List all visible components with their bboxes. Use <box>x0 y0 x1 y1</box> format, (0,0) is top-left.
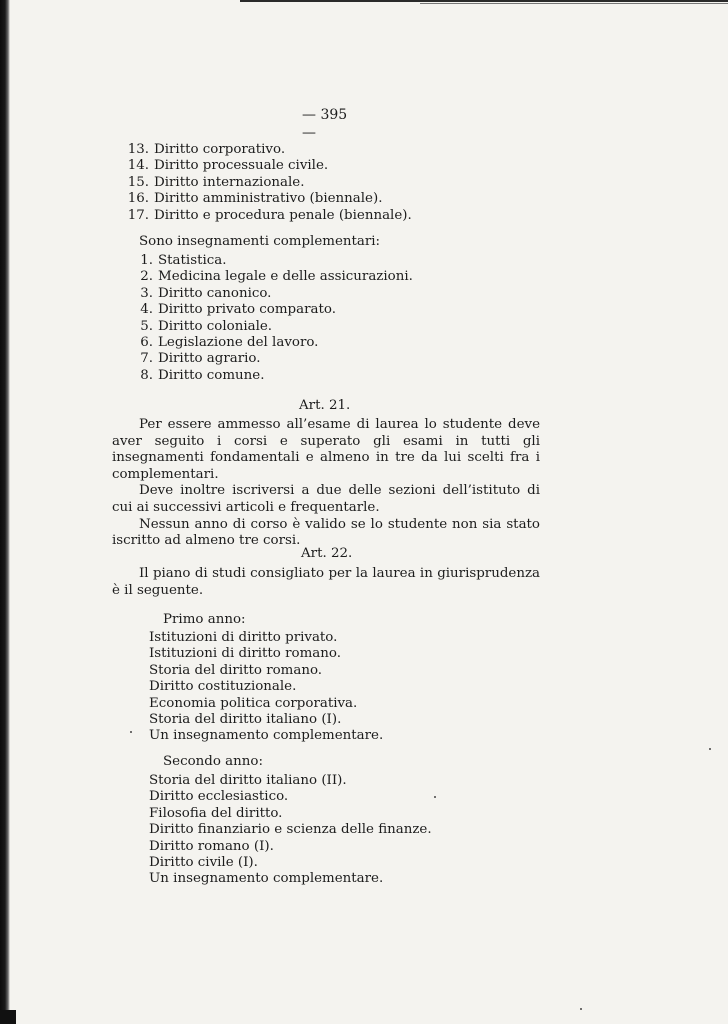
list-item: Storia del diritto italiano (I). <box>149 712 342 728</box>
list-item: 14. Diritto processuale civile. <box>127 158 329 174</box>
page-top-edge-line <box>420 3 728 4</box>
paragraph: Nessun anno di corso è valido se lo studente non sia stato iscritto ad almeno tre corsi. <box>112 516 540 549</box>
page-number: — 395 — <box>302 107 348 141</box>
list-item: Diritto ecclesiastico. <box>149 789 289 805</box>
list-item: Diritto civile (I). <box>149 855 258 871</box>
scan-speck <box>434 796 436 798</box>
list-item: 3. Diritto canonico. <box>140 285 272 301</box>
article-22-heading: Art. 22. <box>301 546 353 561</box>
page-corner-shadow <box>0 1010 16 1024</box>
second-year-label: Secondo anno: <box>163 754 263 769</box>
list-item: 2. Medicina legale e delle assicurazioni. <box>140 269 413 285</box>
list-item: Storia del diritto romano. <box>149 662 323 678</box>
page-binding-edge <box>0 0 10 1024</box>
list-item: 4. Diritto privato comparato. <box>140 302 336 318</box>
article-21-heading: Art. 21. <box>299 398 351 413</box>
list-item: 6. Legislazione del lavoro. <box>140 335 319 351</box>
complementary-intro: Sono insegnamenti complementari: <box>139 234 381 249</box>
scan-speck <box>130 731 132 733</box>
paragraph: Per essere ammesso all’esame di laurea lo studente deve aver seguito i corsi e superato gli esami in tutti gli insegnamenti fondamentali e almeno in tre da lui scelti fra i complementari. <box>112 417 540 482</box>
list-item: 7. Diritto agrario. <box>140 351 261 367</box>
fundamental-courses-list <box>127 142 412 224</box>
scan-speck <box>709 748 711 750</box>
page-top-edge <box>240 0 728 2</box>
list-item: Economia politica corporativa. <box>149 695 358 711</box>
list-item: Istituzioni di diritto privato. <box>149 630 338 645</box>
list-item: Storia del diritto italiano (II). <box>149 773 347 788</box>
list-item: 1. Statistica. <box>140 253 227 268</box>
list-item: Diritto costituzionale. <box>149 679 297 695</box>
list-item: Un insegnamento complementare. <box>149 728 384 744</box>
list-item: 8. Diritto comune. <box>140 367 265 383</box>
second-year-list <box>149 773 432 888</box>
list-item: Filosofia del diritto. <box>149 805 283 821</box>
list-item: 5. Diritto coloniale. <box>140 318 273 334</box>
list-item: Istituzioni di diritto romano. <box>149 646 341 662</box>
list-item: Diritto finanziario e scienza delle finanze. <box>149 822 432 838</box>
first-year-label: Primo anno: <box>163 612 246 627</box>
list-item: 15. Diritto internazionale. <box>127 174 305 190</box>
paragraph: Deve inoltre iscriversi a due delle sezioni dell’istituto di cui ai successivi articoli e frequentarle. <box>112 483 540 515</box>
list-item: Un insegnamento complementare. <box>149 871 384 887</box>
list-item: 16. Diritto amministrativo (biennale). <box>127 191 383 207</box>
first-year-list <box>149 630 383 745</box>
list-item: Diritto romano (I). <box>149 838 274 854</box>
paragraph: Il piano di studi consigliato per la laurea in giurisprudenza è il seguente. <box>112 566 540 598</box>
article-22-intro <box>112 566 540 599</box>
scan-speck <box>580 1008 582 1010</box>
article-21-body <box>112 417 540 550</box>
complementary-courses-list <box>139 253 413 384</box>
list-item: 17. Diritto e procedura penale (biennale). <box>127 207 412 223</box>
list-item: 13. Diritto corporativo. <box>127 142 286 157</box>
